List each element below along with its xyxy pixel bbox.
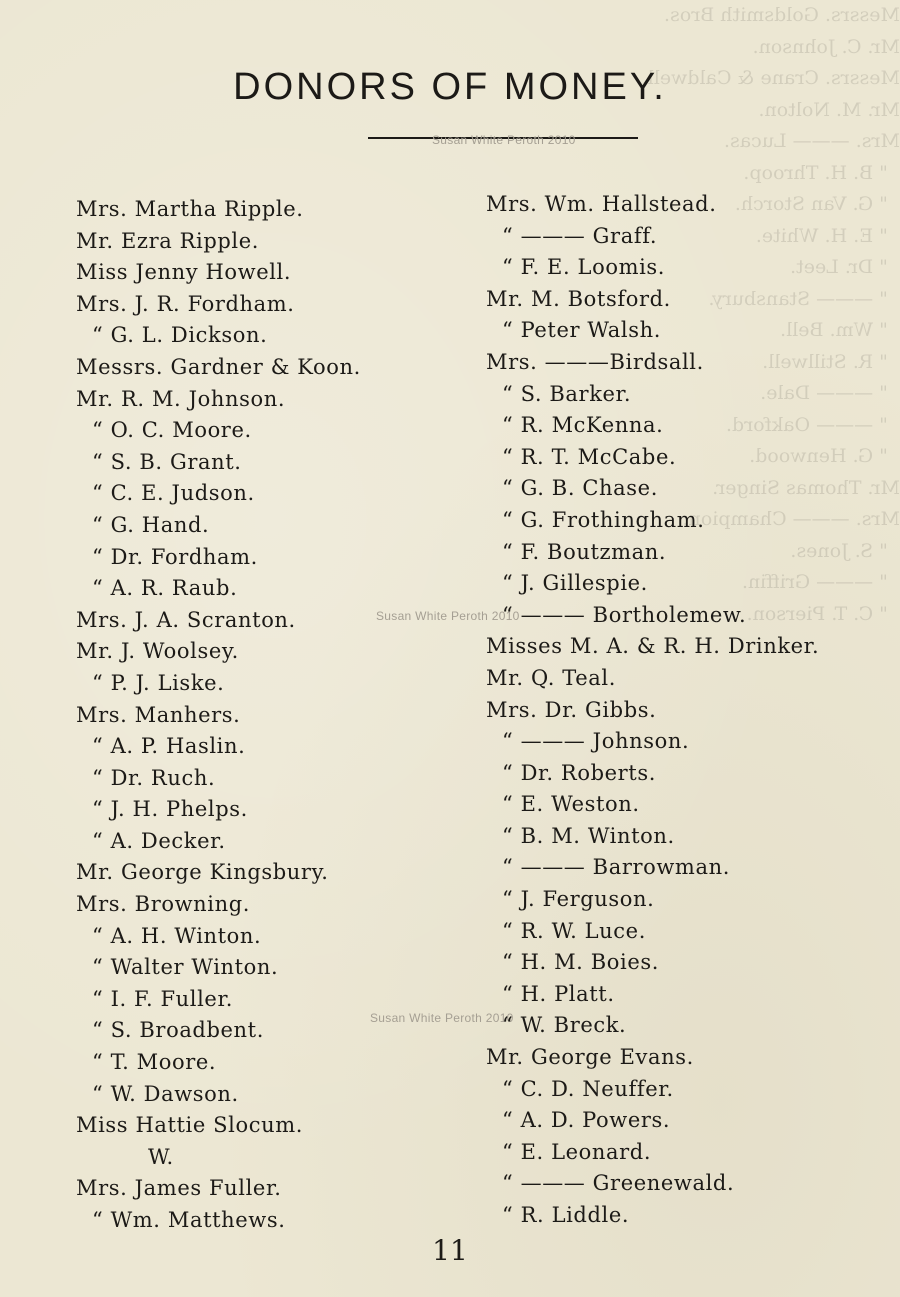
donor-entry: “ B. M. Winton. (502, 823, 675, 848)
donor-entry: “ O. C. Moore. (92, 418, 252, 443)
donor-entry: “ ——— Bortholemew. (502, 602, 747, 627)
donor-entry: “ T. Moore. (92, 1050, 217, 1075)
donor-entry: “ A. H. Winton. (92, 923, 262, 948)
donor-entry: Messrs. Gardner & Koon. (76, 354, 361, 379)
donor-entry: “ J. H. Phelps. (92, 797, 248, 822)
donor-entry: “ Walter Winton. (92, 955, 279, 980)
donor-entry: “ ——— Graff. (502, 223, 658, 248)
watermark: Susan White Peroth 2010 (432, 133, 576, 147)
donor-entry: “ W. Breck. (502, 1013, 627, 1038)
donor-entry: “ ——— Barrowman. (502, 855, 730, 880)
donor-entry: Mrs. Wm. Hallstead. (486, 192, 717, 216)
donor-entry: Mrs. Manhers. (76, 702, 241, 727)
right-donor-list (486, 189, 819, 1232)
donor-entry: “ G. B. Chase. (502, 476, 658, 501)
donor-entry: “ E. Weston. (502, 792, 640, 817)
donor-entry: “ H. Platt. (502, 981, 615, 1006)
donor-entry: “ R. Liddle. (502, 1203, 630, 1227)
donor-entry: “ Wm. Matthews. (92, 1208, 286, 1232)
donor-entry: Mrs. ———Birdsall. (486, 349, 704, 374)
donor-entry: “ ——— Johnson. (502, 729, 690, 754)
donor-entry: Mr. M. Botsford. (486, 286, 671, 311)
donor-entry: “ A. Decker. (92, 828, 226, 853)
donor-entry: “ F. E. Loomis. (502, 255, 666, 280)
donor-entry: “ G. Frothingham. (502, 507, 705, 532)
donor-entry: “ I. F. Fuller. (92, 986, 234, 1011)
donor-entry: “ W. Dawson. (92, 1081, 239, 1106)
donor-entry: “ A. P. Haslin. (92, 734, 246, 759)
donor-entry: Mrs. J. R. Fordham. (76, 291, 295, 316)
donor-entry: “ S. Broadbent. (92, 1018, 264, 1043)
left-donor-list (76, 194, 361, 1237)
donor-entry: “ G. Hand. (92, 512, 210, 537)
donor-entry: Mr. R. M. Johnson. (76, 386, 286, 411)
page-number: 11 (432, 1234, 468, 1267)
donor-entry: “ J. Ferguson. (502, 887, 655, 912)
donor-entry: “ A. R. Raub. (92, 576, 238, 601)
donor-entry: “ S. B. Grant. (92, 449, 242, 474)
donor-entry: “ J. Gillespie. (502, 571, 648, 596)
donor-entry: “ Peter Walsh. (502, 318, 661, 343)
donor-entry: Miss Hattie Slocum. (76, 1113, 303, 1138)
donor-entry: Mrs. James Fuller. (76, 1176, 282, 1201)
donor-entry: Mr. George Kingsbury. (76, 860, 329, 885)
donor-entry: Mrs. Browning. (76, 892, 251, 917)
donor-entry: Mr. Q. Teal. (486, 665, 617, 690)
donor-entry: “ ——— Greenewald. (502, 1171, 735, 1196)
donor-entry: Mrs. J. A. Scranton. (76, 607, 296, 632)
donor-entry: “ R. McKenna. (502, 413, 664, 438)
donor-entry: “ Dr. Fordham. (92, 544, 258, 569)
donor-entry: “ A. D. Powers. (502, 1108, 671, 1133)
donor-entry: Mr. Ezra Ripple. (76, 228, 260, 253)
donor-entry: Mrs. Martha Ripple. (76, 197, 304, 221)
watermark: Susan White Peroth 2010 (370, 1011, 514, 1025)
donor-entry: Miss Jenny Howell. (76, 260, 292, 285)
donor-entry: “ S. Barker. (502, 381, 632, 406)
watermark: Susan White Peroth 2010 (376, 609, 520, 623)
bleed-through-text: Messrs. Goldsmith Bros. Mr. C. Johnson. Messrs. Crane & Caldwell. Mr. M. Nolton. Mrs. ——— Lucas. " B. H. Throop. " G. Van Storch. " E. H. White. " Dr. Leet. " ——— Stansbury. " Wm. Bell. " R. Stillwell. " ——— Dale. " ——— Oakford. " G. Henwood. Mr. Thomas Singer. Mrs. ——— Champion. " S. Jones. " ——— Griffin. " C. T. Pierson. (641, 4, 900, 625)
donor-entry: Mr. J. Woolsey. (76, 639, 239, 664)
donor-entry: “ F. Boutzman. (502, 539, 667, 564)
donor-entry: Misses M. A. & R. H. Drinker. (486, 634, 820, 659)
donor-entry: “ Dr. Ruch. (92, 765, 216, 790)
donor-entry: “ E. Leonard. (502, 1139, 652, 1164)
donor-entry: “ C. D. Neuffer. (502, 1076, 674, 1101)
donor-entry: “ Dr. Roberts. (502, 760, 656, 785)
donor-entry: W. (148, 1144, 174, 1169)
donor-entry: “ R. W. Luce. (502, 918, 646, 943)
donor-entry: “ H. M. Boies. (502, 950, 659, 975)
donor-entry: “ G. L. Dickson. (92, 323, 268, 348)
donor-entry: Mr. George Evans. (486, 1045, 694, 1070)
donor-entry: “ R. T. McCabe. (502, 444, 677, 469)
donor-entry: Mrs. Dr. Gibbs. (486, 697, 657, 722)
donor-entry: “ P. J. Liske. (92, 670, 225, 695)
donor-entry: “ C. E. Judson. (92, 481, 255, 506)
page-title: DONORS OF MONEY. (233, 66, 667, 108)
